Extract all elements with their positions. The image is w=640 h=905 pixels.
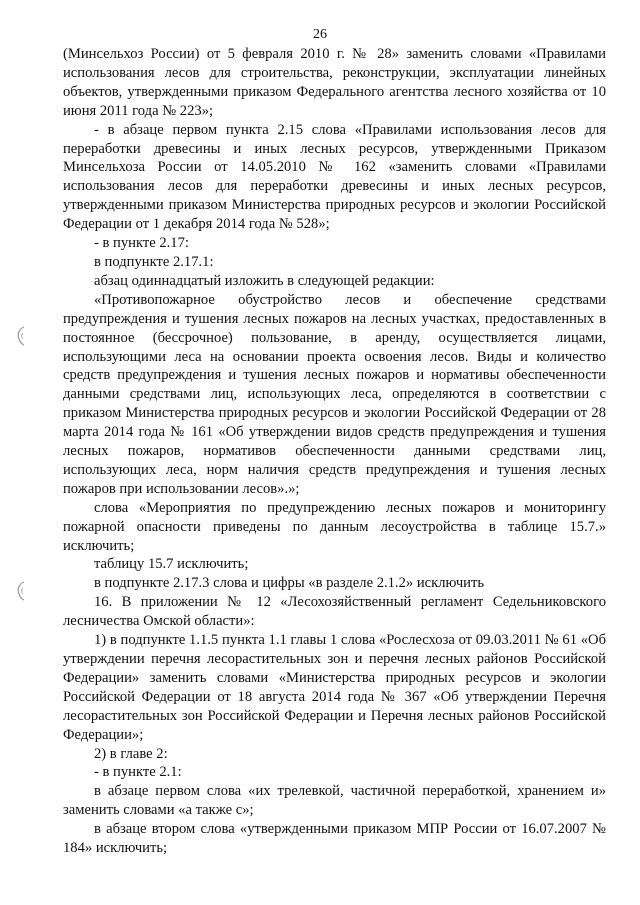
paragraph: в абзаце втором слова «утвержденными приказом МПР России от 16.07.2007 № 184» исключить; <box>63 821 606 857</box>
margin-punch-mark <box>15 580 27 602</box>
paragraph: 1) в подпункте 1.1.5 пункта 1.1 главы 1 слова «Рослесхоза от 09.03.2011 № 61 «Об утверждении перечня лесорастительных зон и перечня лесных районов Российской Федерации» заменить словами «Министерства природных ресурсов и экологии Российской Федерации от 18 августа 2014 года № 367 «Об утверждении Перечня лесорастительных зон Российской Федерации и Перечня лесных районов Российской Федерации»; <box>63 632 606 743</box>
paragraph: в подпункте 2.17.1: <box>94 253 214 270</box>
margin-punch-mark <box>15 325 27 347</box>
paragraph: в подпункте 2.17.3 слова и цифры «в разделе 2.1.2» исключить <box>94 575 485 592</box>
paragraph: слова «Мероприятия по предупреждению лесных пожаров и мониторингу пожарной опасности приведены по данным лесоустройства в таблице 15.7.» исключить; <box>63 499 606 554</box>
paragraph: (Минсельхоз России) от 5 февраля 2010 г. № 28» заменить словами «Правилами использования лесов для строительства, реконструкции, эксплуатации линейных объектов, утвержденными приказом Федерального агентства лесного хозяйства от 10 июня 2011 года № 223»; <box>63 46 606 119</box>
paragraph: таблицу 15.7 исключить; <box>94 556 249 573</box>
paragraph: абзац одиннадцатый изложить в следующей редакции: <box>94 272 435 289</box>
paragraph: - в абзаце первом пункта 2.15 слова «Правилами использования лесов для переработки древесины и иных лесных ресурсов, утвержденными Приказом Минсельхоза России от 14.05.2010 № 162 «заменить словами «Правилами использования лесов для переработки древесины и иных лесных ресурсов, утвержденными приказом Министерства природных ресурсов и экологии Российской Федерации от 1 декабря 2014 года № 528»; <box>63 121 606 233</box>
paragraph: - в пункте 2.1: <box>94 764 182 781</box>
paragraph: 16. В приложении № 12 «Лесохозяйственный регламент Седельниковского лесничества Омской области»: <box>63 594 606 630</box>
document-body <box>63 45 606 858</box>
paragraph: 2) в главе 2: <box>94 745 168 762</box>
paragraph: в абзаце первом слова «их трелевкой, частичной переработкой, хранением и» заменить словами «а также с»; <box>63 783 606 819</box>
paragraph: - в пункте 2.17: <box>94 235 189 252</box>
page-number: 26 <box>313 27 327 42</box>
paragraph: «Противопожарное обустройство лесов и обеспечение средствами предупреждения и тушения лесных пожаров на лесных участках, предоставленных в постоянное (бессрочное) пользование, в аренду, осуществляется лицами, использующими леса на основании проекта освоения лесов. Виды и количество средств предупреждения и тушения лесных пожаров и нормативы обеспеченности данными средствами лиц, использующих леса, определяются в соответствии с приказом Министерства природных ресурсов и экологии Российской Федерации от 28 марта 2014 года № 161 «Об утверждении видов средств предупреждения и тушения лесных пожаров, нормативов обеспеченности данными средствами лиц, использующих леса, норм наличия средств предупреждения и тушения лесных пожаров при использовании лесов».»; <box>63 291 606 497</box>
